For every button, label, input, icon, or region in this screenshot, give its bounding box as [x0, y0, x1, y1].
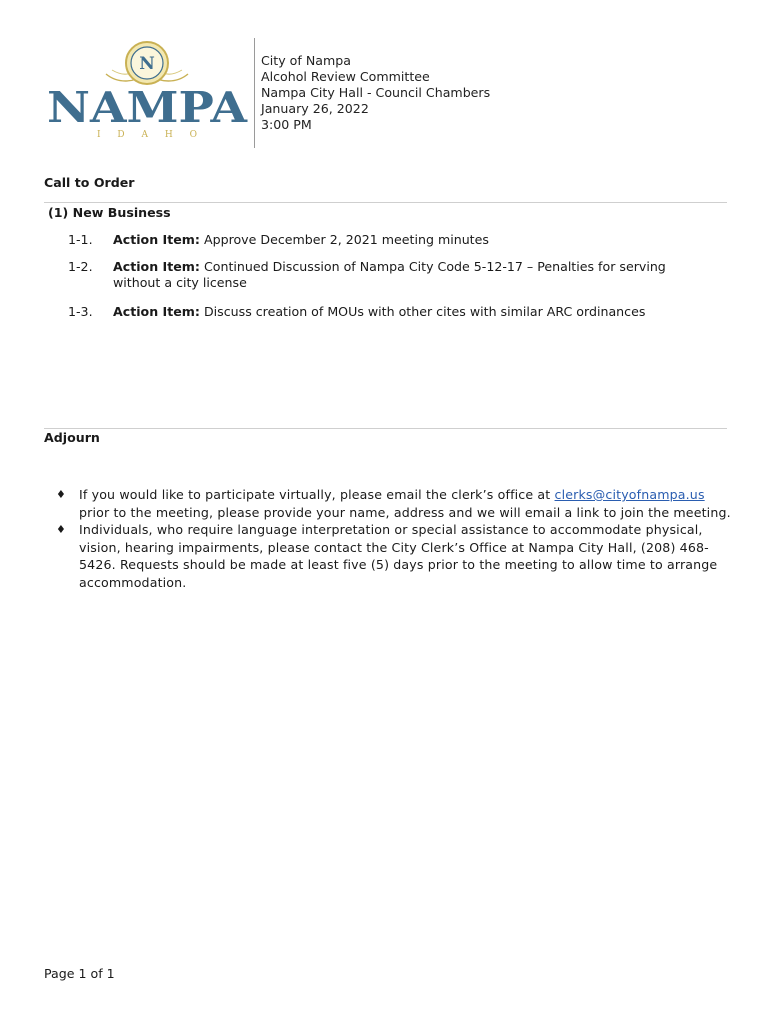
action-item-label: Action Item:	[113, 232, 200, 247]
note-accessibility	[56, 521, 736, 591]
new-business-heading: (1) New Business	[48, 205, 171, 220]
meeting-info	[261, 53, 490, 133]
logo-state: I D A H O	[97, 130, 197, 140]
page-number: Page 1 of 1	[44, 966, 115, 981]
action-item-label: Action Item:	[113, 259, 200, 274]
diamond-bullet-icon: ♦	[56, 523, 67, 536]
meeting-notes	[56, 486, 736, 591]
note-virtual-participation	[56, 486, 736, 521]
meeting-date: January 26, 2022	[261, 101, 369, 116]
nampa-logo-graphic	[42, 40, 252, 140]
note-text: Individuals, who require language interpretation or special assistance to accommodate physical, vision, hearing impairments, please contact the City Clerk’s Office at Nampa City Hall, (208) 468-5426. Requests should be made at least five (5) days prior to the meeting to allow time to arrange accommodation.	[79, 522, 718, 590]
section-rule	[44, 428, 727, 429]
section-rule	[44, 202, 727, 203]
agenda-item-text	[113, 232, 703, 248]
committee-name: Alcohol Review Committee	[261, 69, 430, 84]
logo-emblem-letter: N	[139, 54, 155, 74]
call-to-order-heading: Call to Order	[44, 175, 135, 190]
logo-wordmark: NAMPA	[47, 83, 249, 132]
agenda-item-description: Approve December 2, 2021 meeting minutes	[199, 232, 489, 247]
meeting-time: 3:00 PM	[261, 117, 312, 132]
city-name: City of Nampa	[261, 53, 351, 68]
note-text: If you would like to participate virtually, please email the clerk’s office at	[79, 487, 555, 502]
agenda-item-text	[113, 304, 703, 320]
diamond-bullet-icon: ♦	[56, 488, 67, 501]
agenda-item-number: 1-1.	[68, 232, 93, 247]
header-divider	[254, 38, 255, 148]
meeting-location: Nampa City Hall - Council Chambers	[261, 85, 491, 100]
agenda-item-description: Discuss creation of MOUs with other cites with similar ARC ordinances	[199, 304, 646, 319]
nampa-logo	[42, 40, 252, 140]
note-text: prior to the meeting, please provide your name, address and we will email a link to join the meeting.	[79, 504, 731, 520]
agenda-item-number: 1-3.	[68, 304, 93, 319]
clerk-email-link[interactable]: clerks@cityofnampa.us	[554, 487, 705, 502]
agenda-item-description: Continued Discussion of Nampa City Code 5-12-17 – Penalties for serving without a city license	[113, 259, 666, 290]
action-item-label: Action Item:	[113, 304, 200, 319]
agenda-item-text	[113, 259, 703, 291]
adjourn-heading: Adjourn	[44, 430, 100, 445]
agenda-item-number: 1-2.	[68, 259, 93, 274]
